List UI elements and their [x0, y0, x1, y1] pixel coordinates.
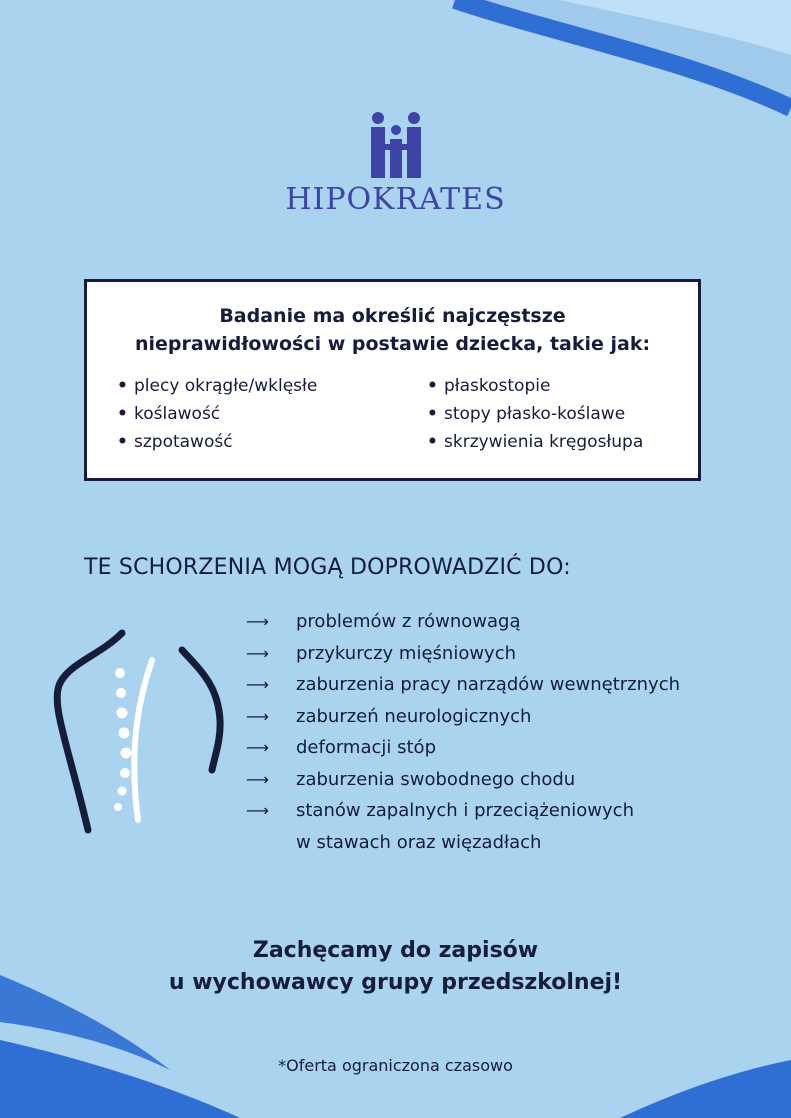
list-item: ⟶ zaburzeń neurologicznych [246, 701, 680, 733]
list-item: • skrzywienia kręgosłupa [427, 428, 643, 456]
info-box [84, 279, 701, 481]
arrow-right-icon: ⟶ [246, 706, 269, 726]
list-item: ⟶ stanów zapalnych i przeciążeniowych [246, 795, 680, 827]
consequence-list [246, 606, 680, 858]
list-item: • plecy okrągłe/wklęsłe [117, 372, 427, 400]
consequences-heading: TE SCHORZENIA MOGĄ DOPROWADZIĆ DO: [84, 555, 571, 580]
family-figures-icon [368, 110, 424, 178]
list-item: ⟶ deformacji stóp [246, 732, 680, 764]
arrow-right-icon: ⟶ [246, 738, 269, 757]
list-item: • koślawość [117, 400, 427, 428]
arrow-right-icon: ⟶ [246, 769, 269, 789]
condition-list-left [117, 372, 427, 456]
arrow-right-icon: ⟶ [246, 675, 269, 694]
condition-list-right [427, 372, 643, 456]
footnote: *Oferta ograniczona czasowo [278, 1056, 513, 1075]
list-item: ⟶ zaburzenia swobodnego chodu [246, 764, 680, 796]
list-item: • płaskostopie [427, 372, 643, 400]
list-item: ⟶ przykurczy mięśniowych [246, 638, 680, 670]
list-item-continuation: w stawach oraz więzadłach [296, 831, 542, 853]
list-item: • szpotawość [117, 428, 427, 456]
list-item: ⟶ zaburzenia pracy narządów wewnętrznych [246, 669, 680, 701]
brand-name: HIPOKRATES [285, 182, 506, 217]
arrow-right-icon: ⟶ [246, 643, 269, 663]
arrow-right-icon: ⟶ [246, 801, 269, 820]
call-to-action: Zachęcamy do zapisów u wychowawcy grupy przedszkolnej! [168, 938, 623, 995]
arrow-right-icon: ⟶ [246, 612, 269, 631]
list-item: • stopy płasko-koślawe [427, 400, 643, 428]
list-item: ⟶ problemów z równowagą [246, 606, 680, 638]
logo [0, 110, 791, 217]
info-box-title: Badanie ma określić najczęstsze nieprawidłowości w postawie dziecka, takie jak: [134, 305, 651, 355]
spine-icon [40, 625, 230, 840]
